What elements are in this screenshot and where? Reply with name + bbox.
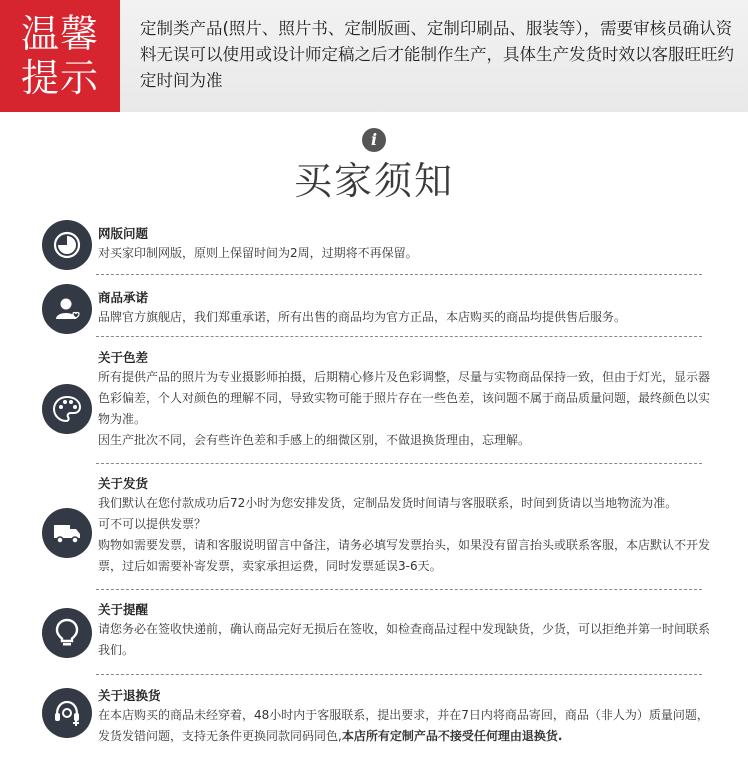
truck-icon	[42, 508, 92, 558]
info-icon: i	[362, 128, 386, 152]
badge-line-1: 温馨	[20, 12, 99, 56]
section-text: 所有提供产品的照片为专业摄影师拍摄，后期精心修片及色彩调整，尽量与实物商品保持一致，但由于灯光，显示器色彩偏差，个人对颜色的理解不同，导致实物可能于照片存在一些色差，该问题不属于商品质量问题，最终颜色以实物为准。	[98, 370, 711, 426]
divider	[96, 274, 702, 275]
palette-icon	[42, 384, 92, 434]
section-text: 可不可以提供发票？	[98, 517, 207, 531]
divider	[96, 336, 702, 337]
section-text: 请您务必在签收快递前，确认商品完好无损后在签收，如检查商品过程中发现缺货，少货，可以拒绝并第一时间联系我们。	[98, 622, 711, 657]
returns-text: 在本店购买的商品未经穿着，48小时内于客服联系，提出要求，并在7日内将商品寄回，商品（非人为）质量问题，发货发错问题，支持无条件更换同款同码同色,	[98, 708, 709, 743]
notice-badge-text	[0, 0, 120, 112]
clock-pie-icon	[42, 220, 92, 270]
section-text: 购物如需要发票，请和客服说明留言中备注，请务必填写发票抬头，如果没有留言抬头或联系客服，本店默认不开发票，过后如需要补寄发票，卖家承担运费，同时发票延误3-6天。	[98, 538, 711, 573]
section-title: 关于退换货	[98, 688, 161, 703]
notice-banner	[0, 0, 748, 112]
badge-line-2: 提示	[20, 56, 99, 100]
lightbulb-icon	[42, 608, 92, 658]
section-text	[98, 705, 718, 747]
headset-icon	[42, 688, 92, 738]
section-title: 关于提醒	[98, 602, 149, 617]
section-title: 关于发货	[98, 476, 149, 491]
section-text: 因生产批次不同，会有些许色差和手感上的细微区别，不做退换货理由，忘理解。	[98, 433, 531, 447]
divider	[96, 589, 702, 590]
divider	[96, 463, 702, 464]
user-heart-icon	[42, 284, 92, 334]
section-text: 对买家印制网版，原则上保留时间为2周，过期将不再保留。	[98, 246, 418, 260]
section-title: 关于色差	[98, 350, 149, 365]
section-text: 我们默认在您付款成功后72小时为您安排发货，定制品发货时间请与客服联系，时间到货请以当地物流为准。	[98, 496, 678, 510]
section-text: 品牌官方旗舰店，我们郑重承诺，所有出售的商品均为官方正品，本店购买的商品均提供售后服务。	[98, 310, 627, 324]
returns-text-bold: 本店所有定制产品不接受任何理由退换货.	[341, 729, 563, 743]
divider	[96, 674, 702, 675]
section-title: 网版问题	[98, 226, 149, 241]
page-title: 买家须知	[293, 159, 454, 203]
section-title: 商品承诺	[98, 290, 149, 305]
notice-text: 定制类产品(照片、照片书、定制版画、定制印刷品、服装等），需要审核员确认资料无误可以使用或设计师定稿之后才能制作生产，具体生产发货时效以客服旺旺约定时间为准	[140, 19, 734, 90]
